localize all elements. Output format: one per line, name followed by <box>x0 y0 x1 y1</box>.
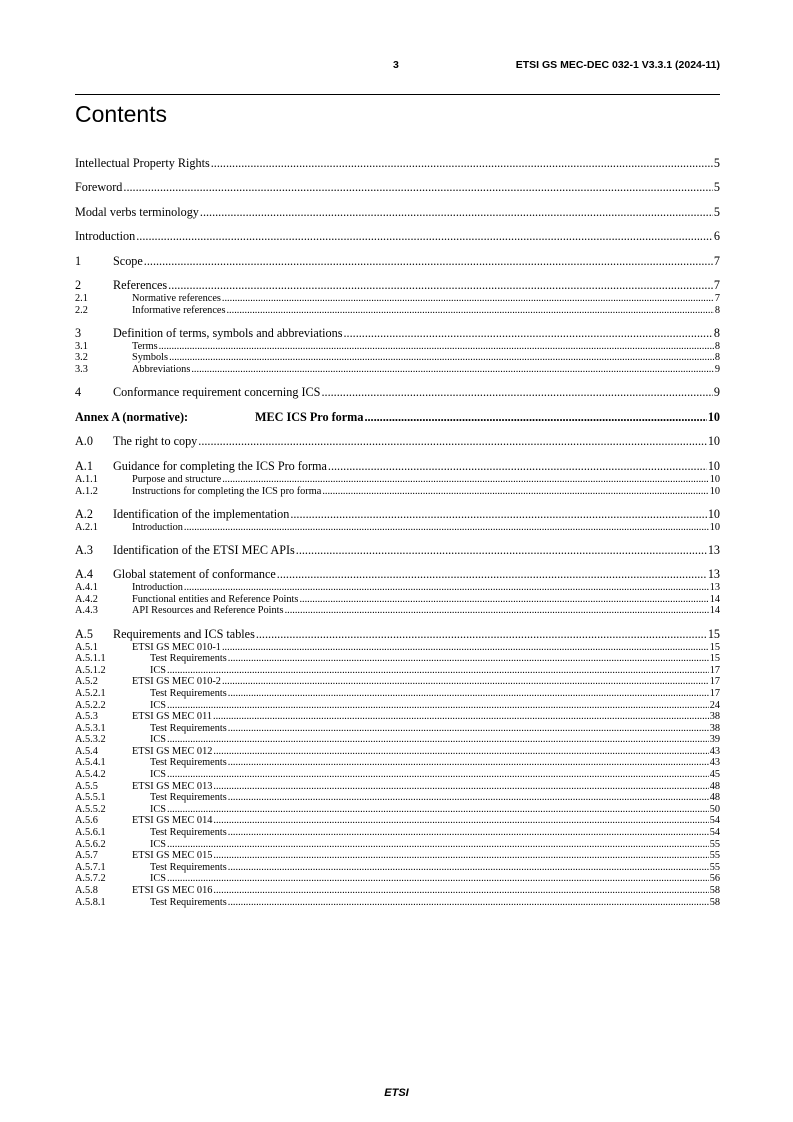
toc-entry-page: 5 <box>713 204 720 219</box>
toc-entry-page: 8 <box>714 340 720 352</box>
toc-entry-title: Terms <box>132 340 158 352</box>
toc-dot-leader <box>213 885 708 897</box>
toc-entry-number: A.5.8 <box>75 885 98 896</box>
toc-dot-leader <box>290 507 706 522</box>
toc-entry-title: ICS <box>150 664 167 676</box>
toc-dot-leader <box>213 746 708 758</box>
toc-entry-page: 15 <box>707 626 720 641</box>
toc-dot-leader <box>228 862 709 874</box>
toc-dot-leader <box>328 459 707 474</box>
toc-dot-leader <box>136 229 713 244</box>
toc-entry-page: 24 <box>709 699 720 711</box>
toc-entry-page: 55 <box>709 861 720 873</box>
toc-entry-number: A.5 <box>75 626 93 641</box>
toc-dot-leader <box>213 711 709 723</box>
toc-entry-page: 5 <box>713 155 720 170</box>
toc-entry-title: ETSI GS MEC 013 <box>132 780 213 792</box>
toc-entry[interactable] <box>75 205 720 220</box>
toc-entry-title: Identification of the implementation <box>113 506 290 521</box>
toc-entry[interactable] <box>75 665 720 677</box>
toc-entry-page: 5 <box>713 180 720 194</box>
toc-entry-title: Test Requirements <box>150 827 227 839</box>
toc-entry-number: A.5.1.2 <box>75 664 106 676</box>
toc-entry[interactable] <box>75 862 720 874</box>
toc-dot-leader <box>213 781 708 793</box>
toc-entry-number: A.4.3 <box>75 605 98 617</box>
toc-entry[interactable] <box>75 642 720 654</box>
toc-entry-number: A.5.5.2 <box>75 803 106 815</box>
toc-entry-number: A.5.1.1 <box>75 653 106 665</box>
toc-dot-leader <box>167 839 709 851</box>
toc-entry-number: A.4.2 <box>75 593 98 605</box>
toc-entry-title: ETSI GS MEC 010-1 <box>132 641 221 653</box>
header-rule <box>75 94 720 95</box>
toc-entry-page: 56 <box>709 873 720 885</box>
toc-entry[interactable] <box>75 757 720 769</box>
toc-entry[interactable] <box>75 522 720 534</box>
toc-entry-title: ICS <box>150 699 167 711</box>
toc-entry[interactable] <box>75 746 720 758</box>
toc-entry-title: Global statement of conformance <box>113 567 276 582</box>
toc-dot-leader <box>228 897 709 909</box>
toc-entry[interactable] <box>75 804 720 816</box>
toc-dot-leader <box>200 205 713 220</box>
toc-entry-title: ETSI GS MEC 010-2 <box>132 676 221 688</box>
toc-entry-title: Test Requirements <box>150 792 227 804</box>
toc-entry-number: 2 <box>75 278 82 292</box>
toc-entry[interactable] <box>75 305 720 317</box>
toc-entry-number: 1 <box>75 253 82 268</box>
toc-entry[interactable] <box>75 352 720 364</box>
toc-entry-title: Instructions for completing the ICS pro forma <box>132 485 322 497</box>
toc-entry-title: ICS <box>150 873 167 885</box>
toc-entry[interactable] <box>75 594 720 606</box>
toc-entry-number: Annex A (normative): <box>75 409 189 424</box>
toc-entry-number: A.5.3.1 <box>75 722 106 734</box>
toc-entry-title: Abbreviations <box>132 363 191 375</box>
toc-dot-leader <box>228 792 709 804</box>
toc-entry-title: Normative references <box>132 293 221 304</box>
toc-dot-leader <box>228 653 709 665</box>
toc-entry[interactable] <box>75 486 720 498</box>
toc-entry-number: A.5.6 <box>75 815 98 827</box>
toc-entry-page: 55 <box>709 838 720 850</box>
toc-entry-number: A.5.5 <box>75 780 98 792</box>
toc-entry-page: 9 <box>713 384 720 399</box>
toc-entry-title: Test Requirements <box>150 757 227 769</box>
toc-entry[interactable] <box>75 229 720 244</box>
toc-dot-leader <box>167 804 709 816</box>
toc-entry[interactable] <box>75 734 720 746</box>
toc-entry-page: 45 <box>709 769 720 781</box>
toc-entry-number: A.5.2.2 <box>75 699 106 711</box>
toc-entry-page: 54 <box>709 827 720 839</box>
toc-dot-leader <box>322 486 708 498</box>
toc-entry-page: 17 <box>709 687 720 699</box>
toc-dot-leader <box>222 293 714 305</box>
toc-entry[interactable] <box>75 850 720 862</box>
toc-dot-leader <box>296 543 707 558</box>
toc-dot-leader <box>159 341 714 353</box>
toc-dot-leader <box>213 815 708 827</box>
toc-dot-leader <box>211 156 713 171</box>
toc-entry-title: Intellectual Property Rights <box>75 155 210 170</box>
toc-entry-page: 55 <box>709 850 720 862</box>
toc-entry-page: 10 <box>709 485 720 497</box>
toc-entry-page: 7 <box>714 293 720 304</box>
toc-dot-leader <box>321 385 712 400</box>
toc-entry-number: A.5.4.1 <box>75 757 106 769</box>
toc-dot-leader <box>167 734 709 746</box>
toc-entry-title: Test Requirements <box>150 896 227 908</box>
toc-entry-title: Test Requirements <box>150 687 227 699</box>
toc-entry-page: 8 <box>714 352 720 364</box>
toc-entry-number: A.5.5.1 <box>75 792 106 804</box>
toc-entry-number: A.5.7.1 <box>75 861 106 873</box>
toc-entry-page: 8 <box>714 304 720 316</box>
toc-entry-page: 13 <box>709 582 720 594</box>
toc-entry-title: Introduction <box>75 229 136 243</box>
toc-dot-leader <box>184 582 709 594</box>
toc-entry-page: 58 <box>709 885 720 896</box>
toc-dot-leader <box>256 627 707 642</box>
toc-entry[interactable] <box>75 507 720 522</box>
toc-entry[interactable] <box>75 723 720 735</box>
toc-dot-leader <box>344 326 713 341</box>
toc-dot-leader <box>169 352 714 364</box>
toc-entry-number: A.5.6.1 <box>75 827 106 839</box>
toc-entry-page: 9 <box>714 363 720 375</box>
toc-entry-number: A.5.3.2 <box>75 734 106 746</box>
toc-entry-title: Definition of terms, symbols and abbreviations <box>113 325 343 340</box>
toc-entry-page: 13 <box>707 542 720 557</box>
toc-entry[interactable] <box>75 385 720 400</box>
toc-entry-number: A.5.8.1 <box>75 896 106 908</box>
toc-entry-title: Test Requirements <box>150 722 227 734</box>
toc-entry-page: 10 <box>709 521 720 533</box>
toc-entry-title: ETSI GS MEC 012 <box>132 745 213 757</box>
page-title: Contents <box>75 101 168 127</box>
toc-entry-number: A.5.7 <box>75 850 98 862</box>
toc-entry-title: API Resources and Reference Points <box>132 605 284 617</box>
page-header <box>75 56 720 76</box>
toc-entry[interactable] <box>75 827 720 839</box>
toc-entry-title: Foreword <box>75 180 123 194</box>
toc-entry[interactable] <box>75 700 720 712</box>
toc-entry-title: Test Requirements <box>150 653 227 665</box>
toc-entry-page: 10 <box>707 434 720 449</box>
toc-entry-title: Functional entities and Reference Points <box>132 593 299 605</box>
toc-entry-page: 17 <box>709 664 720 676</box>
toc-entry[interactable] <box>75 459 720 474</box>
toc-entry[interactable] <box>75 326 720 341</box>
toc-dot-leader <box>167 769 709 781</box>
toc-dot-leader <box>198 434 707 449</box>
toc-entry-title: ETSI GS MEC 015 <box>132 850 213 862</box>
toc-dot-leader <box>213 850 708 862</box>
toc-entry[interactable] <box>75 156 720 171</box>
toc-entry-page: 43 <box>709 745 720 757</box>
toc-entry-title: Requirements and ICS tables <box>113 626 255 641</box>
toc-entry-page: 10 <box>707 458 720 473</box>
toc-entry[interactable] <box>75 885 720 897</box>
toc-entry-number: 3 <box>75 325 82 340</box>
toc-entry-number: A.2 <box>75 506 93 521</box>
toc-dot-leader <box>277 567 707 582</box>
toc-entry[interactable] <box>75 474 720 486</box>
toc-dot-leader <box>123 180 713 195</box>
toc-entry-title: ICS <box>150 803 167 815</box>
toc-entry-title: Guidance for completing the ICS Pro forma <box>113 458 327 473</box>
toc-entry[interactable] <box>75 278 720 293</box>
toc-entry-title: Test Requirements <box>150 861 227 873</box>
toc-entry-title: The right to copy <box>113 434 198 449</box>
toc-entry-page: 15 <box>709 653 720 665</box>
toc-entry[interactable] <box>75 627 720 642</box>
toc-entry-number: A.5.4.2 <box>75 769 106 781</box>
toc-entry-number: A.1.2 <box>75 485 98 497</box>
toc-entry-title: Modal verbs terminology <box>75 204 199 219</box>
toc-entry-page: 7 <box>713 253 720 268</box>
toc-dot-leader <box>168 278 713 293</box>
toc-dot-leader <box>228 757 709 769</box>
toc-dot-leader <box>228 688 709 700</box>
toc-entry-number: A.5.7.2 <box>75 873 106 885</box>
toc-entry[interactable] <box>75 567 720 582</box>
table-of-contents <box>75 146 720 908</box>
toc-entry-title: ETSI GS MEC 016 <box>132 885 213 896</box>
toc-entry-page: 43 <box>709 757 720 769</box>
toc-entry-page: 7 <box>713 278 720 292</box>
toc-entry-title: Scope <box>113 253 143 268</box>
toc-entry-page: 38 <box>709 722 720 734</box>
toc-dot-leader <box>364 410 706 425</box>
toc-entry[interactable] <box>75 688 720 700</box>
toc-entry-number: A.3 <box>75 542 93 557</box>
toc-dot-leader <box>144 254 713 269</box>
toc-entry[interactable] <box>75 711 720 723</box>
toc-entry-page: 13 <box>707 567 720 582</box>
toc-entry-title: MEC ICS Pro forma <box>255 409 364 424</box>
toc-entry-title: ICS <box>150 838 167 850</box>
toc-entry-page: 8 <box>713 325 720 340</box>
toc-entry-page: 10 <box>707 506 720 521</box>
toc-entry-page: 6 <box>713 229 720 243</box>
toc-entry-page: 10 <box>707 409 720 424</box>
toc-entry-page: 48 <box>709 792 720 804</box>
toc-entry[interactable] <box>75 410 720 425</box>
toc-entry-number: A.5.4 <box>75 745 98 757</box>
toc-entry-title: Introduction <box>132 521 183 533</box>
toc-entry-number: A.1 <box>75 458 93 473</box>
toc-dot-leader <box>228 723 709 735</box>
toc-entry[interactable] <box>75 873 720 885</box>
toc-entry[interactable] <box>75 897 720 909</box>
toc-entry-page: 39 <box>709 734 720 746</box>
toc-entry-page: 15 <box>709 641 720 653</box>
toc-entry[interactable] <box>75 769 720 781</box>
toc-entry-title: ETSI GS MEC 011 <box>132 711 212 723</box>
toc-entry[interactable] <box>75 839 720 851</box>
toc-entry-number: A.5.3 <box>75 711 98 723</box>
toc-entry-number: 3.3 <box>75 363 88 375</box>
toc-entry[interactable] <box>75 180 720 195</box>
toc-entry-title: ICS <box>150 769 167 781</box>
toc-dot-leader <box>299 594 708 606</box>
toc-dot-leader <box>226 305 713 317</box>
toc-entry-number: A.4.1 <box>75 582 98 594</box>
toc-entry-number: A.5.1 <box>75 641 98 653</box>
toc-entry-title: Conformance requirement concerning ICS <box>113 384 321 399</box>
toc-entry-title: ICS <box>150 734 167 746</box>
toc-entry-number: 4 <box>75 384 82 399</box>
toc-dot-leader <box>184 522 709 534</box>
toc-entry-title: Informative references <box>132 304 226 316</box>
toc-entry[interactable] <box>75 582 720 594</box>
toc-entry-number: A.1.1 <box>75 473 98 485</box>
toc-dot-leader <box>228 827 709 839</box>
toc-entry-title: Symbols <box>132 352 169 364</box>
toc-entry-number: A.5.2.1 <box>75 687 106 699</box>
toc-dot-leader <box>167 700 709 712</box>
toc-entry-page: 14 <box>709 593 720 605</box>
toc-entry[interactable] <box>75 341 720 353</box>
toc-entry[interactable] <box>75 815 720 827</box>
toc-dot-leader <box>167 665 709 677</box>
toc-entry-number: A.5.2 <box>75 676 98 688</box>
page-number: 3 <box>393 59 399 71</box>
toc-entry-page: 10 <box>709 473 720 485</box>
toc-entry-page: 38 <box>709 711 720 723</box>
toc-entry-number: A.2.1 <box>75 521 98 533</box>
toc-dot-leader <box>191 364 714 376</box>
toc-entry-page: 48 <box>709 780 720 792</box>
toc-dot-leader <box>222 474 708 486</box>
document-id: ETSI GS MEC-DEC 032-1 V3.3.1 (2024-11) <box>515 59 720 71</box>
toc-entry[interactable] <box>75 293 720 305</box>
toc-entry[interactable] <box>75 792 720 804</box>
toc-entry[interactable] <box>75 254 720 269</box>
toc-entry[interactable] <box>75 543 720 558</box>
toc-entry-page: 14 <box>709 605 720 617</box>
toc-entry-title: Introduction <box>132 582 183 594</box>
toc-entry[interactable] <box>75 364 720 376</box>
toc-entry[interactable] <box>75 605 720 617</box>
toc-entry[interactable] <box>75 653 720 665</box>
toc-entry-number: A.5.6.2 <box>75 838 106 850</box>
toc-entry-title: References <box>113 278 168 292</box>
toc-entry-page: 58 <box>709 896 720 908</box>
toc-entry-number: A.4 <box>75 567 93 582</box>
toc-entry-number: 2.1 <box>75 293 88 304</box>
toc-entry-number: 2.2 <box>75 304 88 316</box>
toc-entry-title: ETSI GS MEC 014 <box>132 815 213 827</box>
toc-entry-title: Identification of the ETSI MEC APIs <box>113 542 295 557</box>
toc-entry-number: 3.2 <box>75 352 88 364</box>
toc-dot-leader <box>222 642 709 654</box>
toc-dot-leader <box>167 873 709 885</box>
footer-logo-text: ETSI <box>384 1087 409 1099</box>
toc-entry[interactable] <box>75 781 720 793</box>
toc-entry[interactable] <box>75 434 720 449</box>
toc-entry[interactable] <box>75 676 720 688</box>
toc-entry-number: 3.1 <box>75 340 88 352</box>
toc-entry-title: Purpose and structure <box>132 473 222 485</box>
toc-dot-leader <box>285 605 709 617</box>
toc-dot-leader <box>222 676 709 688</box>
toc-entry-number: A.0 <box>75 434 93 449</box>
toc-entry-page: 50 <box>709 803 720 815</box>
toc-entry-page: 54 <box>709 815 720 827</box>
toc-entry-page: 17 <box>709 676 720 688</box>
